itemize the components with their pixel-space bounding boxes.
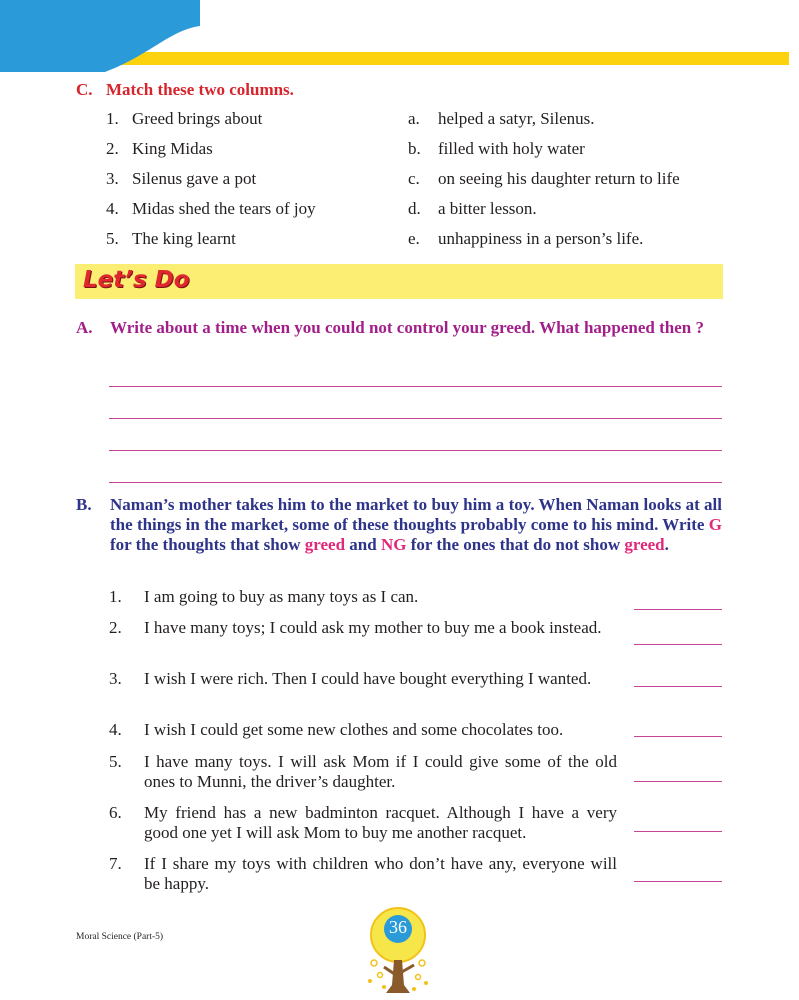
writing-line[interactable] [109,482,722,483]
writing-line[interactable] [109,418,722,419]
match-left-item [106,199,316,219]
match-right-item [408,199,537,219]
item-number: 1. [106,109,119,128]
question-b-text-part: for the ones that do not show [406,535,625,554]
thought-number: 4. [109,720,122,739]
match-right-item [408,109,595,129]
thought-number: 3. [109,669,122,688]
item-number: 2. [106,139,119,158]
match-left-item [106,169,256,189]
match-left-item [106,229,236,249]
item-text: King Midas [132,139,213,158]
question-b-text [110,495,722,555]
section-c-letter: C. [76,80,93,99]
item-text: filled with holy water [438,139,585,158]
question-a-text: Write about a time when you could not control your greed. What happened then ? [110,318,704,337]
writing-line[interactable] [109,450,722,451]
match-right-item [408,169,680,189]
item-text: on seeing his daughter return to life [438,169,680,188]
thought-text: I wish I could get some new clothes and some chocolates too. [144,720,564,739]
page-number: 36 [389,917,407,937]
match-left-item [106,139,213,159]
item-number: 3. [106,169,119,188]
item-letter: c. [408,169,420,188]
item-letter: d. [408,199,421,218]
word-greed: greed [304,535,346,554]
item-text: Midas shed the tears of joy [132,199,316,218]
item-number: 4. [106,199,119,218]
item-text: a bitter lesson. [438,199,537,218]
question-b-text-part: . [664,535,669,554]
item-text: Greed brings about [132,109,263,128]
question-a-letter: A. [76,318,93,337]
thought-text: I have many toys. I will ask Mom if I could give some of the old ones to Munni, the driver’s daughter. [144,752,617,791]
writing-line[interactable] [109,386,722,387]
thought-number: 7. [109,854,122,873]
thought-text: I have many toys; I could ask my mother to buy me a book instead. [144,618,602,637]
item-text: unhappiness in a person’s life. [438,229,644,248]
question-b-letter: B. [76,495,92,514]
header-decoration [0,0,799,80]
item-letter: b. [408,139,421,158]
match-left-item [106,109,262,129]
answer-blank[interactable] [634,609,722,610]
match-right-item [408,139,585,159]
question-b-text-part: Naman’s mother takes him to the market to buy him a toy. When Naman looks at all the things in the market, some of these thoughts probably come to his mind. Write [110,495,722,534]
thought-text: I wish I were rich. Then I could have bought everything I wanted. [144,669,592,688]
answer-blank[interactable] [634,686,722,687]
question-b-text-part: and [345,535,381,554]
label-g: G [708,515,722,534]
answer-blank[interactable] [634,781,722,782]
answer-blank[interactable] [634,736,722,737]
answer-blank[interactable] [634,881,722,882]
item-letter: a. [408,109,420,128]
answer-blank[interactable] [634,644,722,645]
thought-text: My friend has a new badminton racquet. Although I have a very good one yet I will ask Mom to buy me another racquet. [144,803,617,842]
thought-text: I am going to buy as many toys as I can. [144,587,419,606]
item-text: Silenus gave a pot [132,169,257,188]
label-ng: NG [380,535,407,554]
section-c-heading [76,80,294,100]
thought-number: 6. [109,803,122,822]
thought-number: 5. [109,752,122,771]
thought-number: 2. [109,618,122,637]
word-greed: greed [624,535,665,554]
thought-text: If I share my toys with children who don’t have any, everyone will be happy. [144,854,617,893]
lets-do-heading: Let’s Do [83,267,190,293]
item-letter: e. [408,229,420,248]
item-number: 5. [106,229,119,248]
answer-blank[interactable] [634,831,722,832]
question-b-text-part: for the thoughts that show [110,535,305,554]
item-text: helped a satyr, Silenus. [438,109,595,128]
section-c-title: Match these two columns. [106,80,294,99]
lets-do-banner [75,264,723,299]
item-text: The king learnt [132,229,236,248]
thought-number: 1. [109,587,122,606]
match-right-item [408,229,643,249]
footer-book-title: Moral Science (Part-5) [76,932,164,942]
